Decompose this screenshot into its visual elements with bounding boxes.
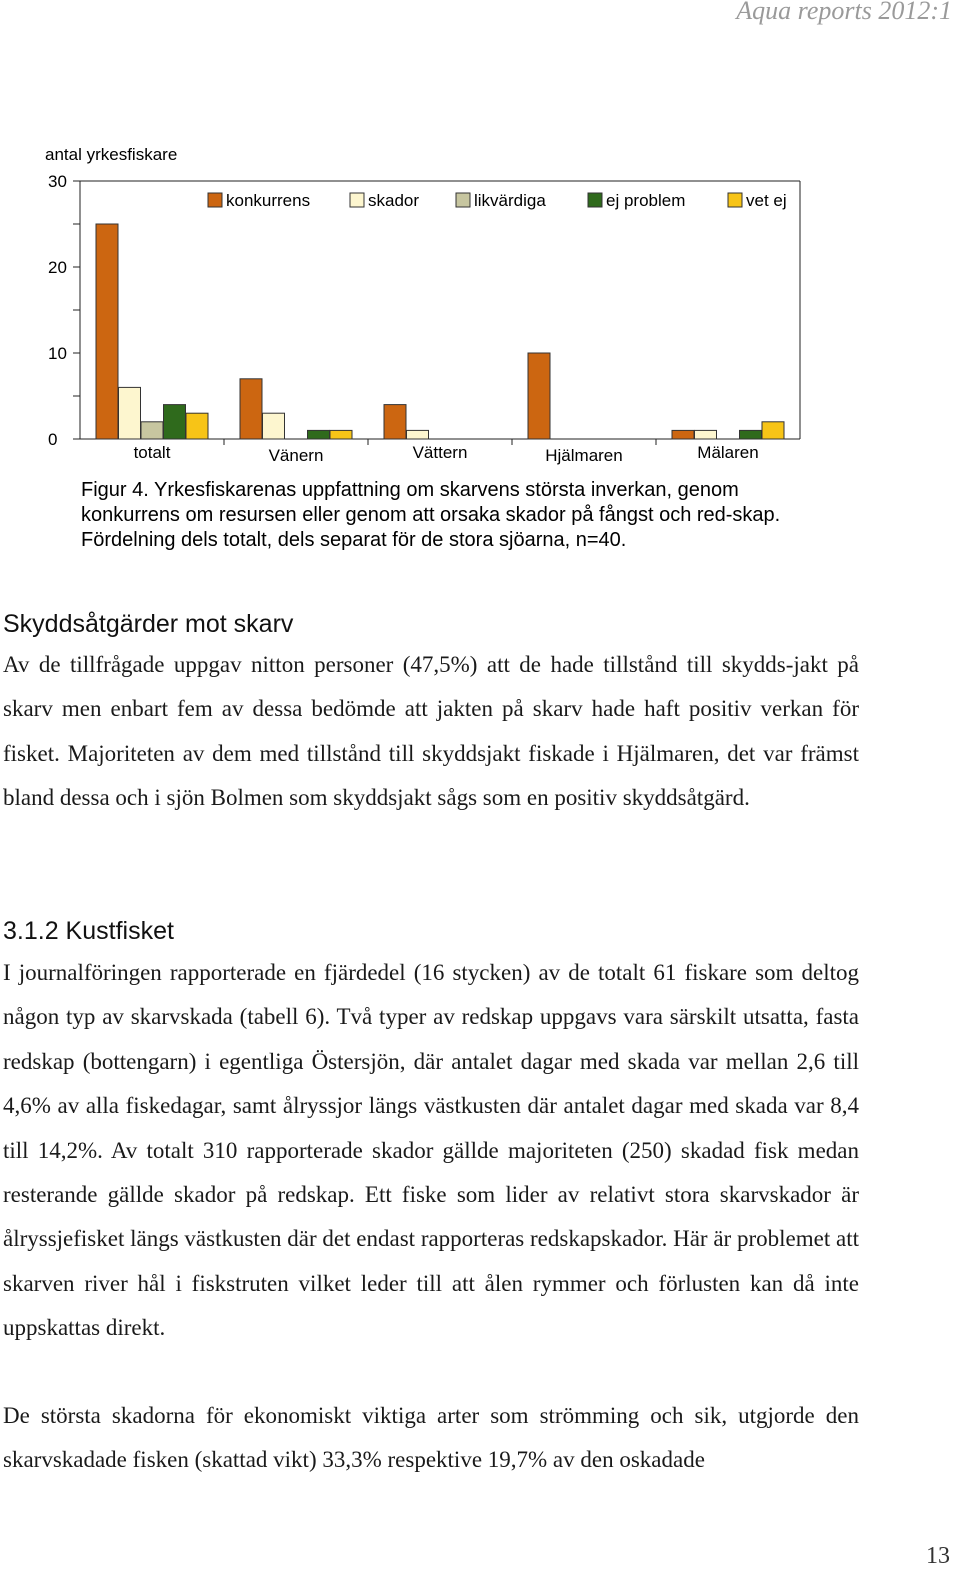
bar-vet-ej-Vänern [330, 430, 352, 439]
running-header: Aqua reports 2012:1 [736, 0, 952, 25]
legend-label: likvärdiga [474, 191, 546, 210]
legend-swatch-likvärdiga [456, 193, 470, 207]
legend-label: ej problem [606, 191, 686, 210]
paragraph-storsta-skadorna: De största skadorna för ekonomiskt viktiga arter som strömming och sik, utgjorde den skarvskadade fisken (skattad vikt) 33,3% respektive 19,7% av den oskadade [3, 1403, 859, 1473]
legend-swatch-konkurrens [208, 193, 222, 207]
x-tick-label: Vättern [412, 443, 468, 462]
bar-konkurrens-totalt [96, 224, 118, 439]
bar-konkurrens-Hjälmaren [528, 353, 550, 439]
section-heading-skyddsatgarder: Skyddsåtgärder mot skarv [3, 610, 294, 638]
legend-label: skador [368, 191, 420, 210]
x-tick-label: Vänern [268, 446, 324, 465]
bar-likvärdiga-totalt [141, 422, 163, 439]
legend-label: vet ej [746, 191, 787, 210]
bar-ej-problem-Vänern [308, 430, 330, 439]
legend-swatch-ej-problem [588, 193, 602, 207]
figure-caption: Figur 4. Yrkesfiskarenas uppfattning om skarvens största inverkan, genom konkurrens om resursen eller genom att orsaka skador på fångst och red-skap. Fördelning dels totalt, dels separat för de stora sjöarna, n=40. [81, 479, 781, 551]
legend-swatch-skador [350, 193, 364, 207]
x-tick-label: Hjälmaren [545, 446, 623, 465]
y-tick-label: 20 [48, 258, 67, 277]
x-tick-label: Mälaren [697, 443, 759, 462]
paragraph-kustfisket: I journalföringen rapporterade en fjärdedel (16 stycken) av de totalt 61 fiskare som deltog någon typ av skarvskada (tabell 6). Två typer av redskap uppgavs vara särskilt utsatta, fasta redskap (bottengarn) i egentliga Östersjön, där antalet dagar med skada var mellan 2,6 till 4,6% av alla fiskedagar, samt ålryssjor längs västkusten där antalet dagar med skada var 8,4 till 14,2%. Av totalt 310 rapporterade skador gällde majoriteten (250) skadad fisk medan resterande gällde skador på redskap. Ett fiske som lider av relativt stora skarvskador är ålryssjefisket längs västkusten där det endast rapporteras redskapskador. Här är problemet att skarven river hål i fiskstruten vilket leder till att ålen rymmer och förlusten kan då inte uppskattas direkt. [3, 960, 859, 1341]
bar-konkurrens-Mälaren [672, 430, 694, 439]
chart-y-axis-label: antal yrkesfiskare [45, 145, 178, 164]
section-heading-kustfisket: 3.1.2 Kustfisket [3, 917, 174, 945]
y-tick-label: 0 [48, 430, 58, 449]
bar-skador-Mälaren [695, 430, 717, 439]
x-tick-label: totalt [133, 443, 171, 462]
bar-vet-ej-Mälaren [762, 422, 784, 439]
legend-label: konkurrens [226, 191, 311, 210]
y-tick-label: 10 [48, 344, 67, 363]
bar-konkurrens-Vättern [384, 405, 406, 439]
page-number: 13 [926, 1543, 950, 1569]
bar-ej-problem-Mälaren [740, 430, 762, 439]
bar-vet-ej-totalt [186, 413, 208, 439]
bar-ej-problem-totalt [164, 405, 186, 439]
bar-skador-Vänern [263, 413, 285, 439]
bar-chart [0, 160, 960, 475]
bar-konkurrens-Vänern [240, 379, 262, 439]
bar-skador-Vättern [407, 430, 429, 439]
bar-skador-totalt [119, 387, 141, 439]
y-tick-label: 30 [48, 172, 67, 191]
paragraph-skyddsatgarder: Av de tillfrågade uppgav nitton personer (47,5%) att de hade tillstånd till skydds-jakt på skarv men enbart fem av dessa bedömde att jakten på skarv hade haft positiv verkan för fisket. Majoriteten av dem med tillstånd till skyddsjakt fiskade i Hjälmaren, det var främst bland dessa och i sjön Bolmen som skyddsjakt sågs som en positiv skyddsåtgärd. [3, 652, 859, 811]
legend-swatch-vet-ej [728, 193, 742, 207]
